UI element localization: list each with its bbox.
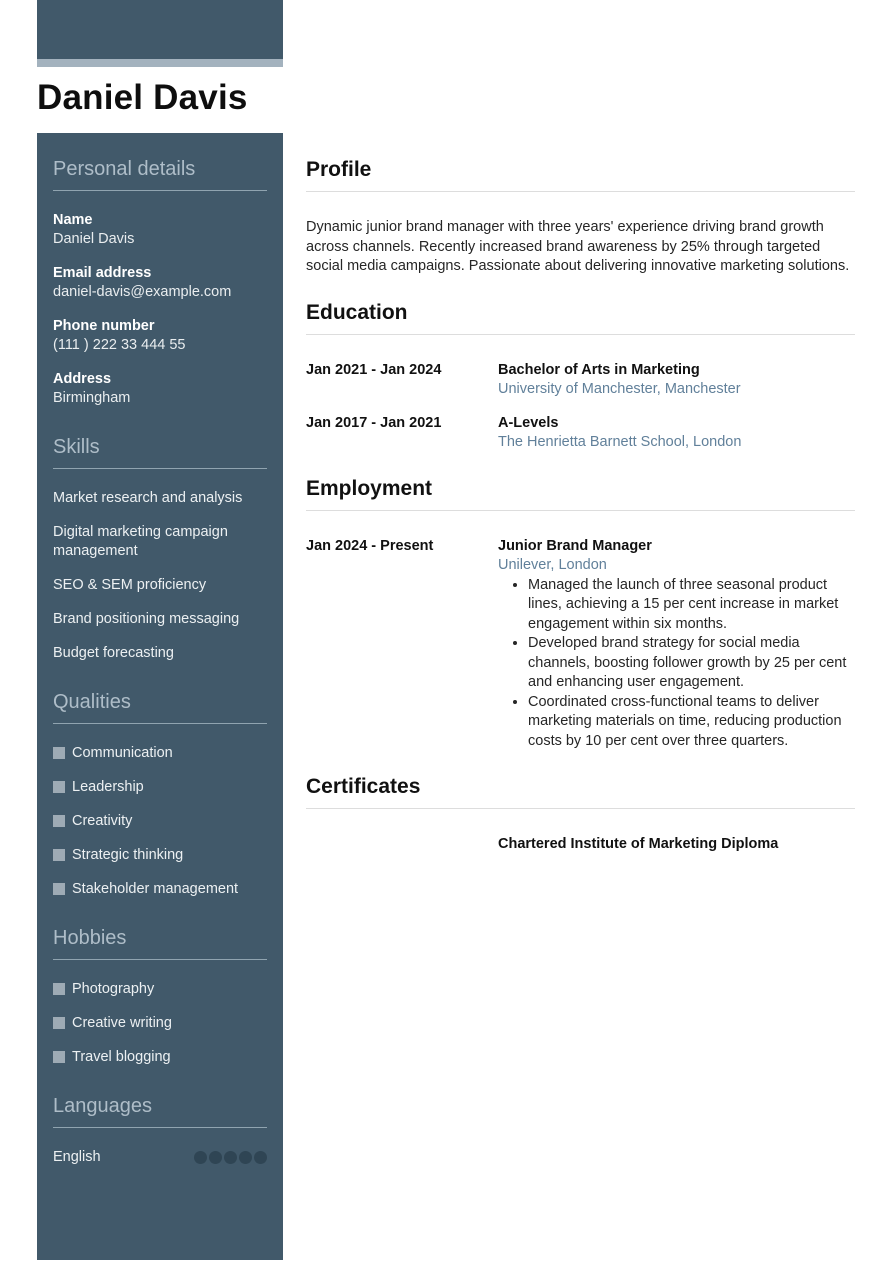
entry-dates: [306, 835, 498, 855]
personal-details-heading: Personal details: [53, 158, 267, 191]
personal-field-email: [53, 264, 267, 302]
entry-title: A-Levels: [498, 414, 559, 431]
personal-field-address: [53, 370, 267, 408]
certificate-title: Chartered Institute of Marketing Diploma: [498, 836, 779, 852]
profile-heading: Profile: [306, 158, 855, 192]
square-bullet-icon: [53, 849, 65, 861]
quality-label: Strategic thinking: [72, 847, 184, 863]
hobby-item: [53, 980, 267, 999]
personal-field-phone: [53, 317, 267, 355]
employment-bullet: • Developed brand strategy for social media channels, boosting follower growth by 25 per cent and enhancing user engagement.: [528, 634, 855, 693]
hobby-item: [53, 1014, 267, 1033]
entry-dates: Jan 2021 - Jan 2024: [306, 361, 442, 378]
sidebar-section-personal-details: [53, 158, 267, 408]
section-education: [306, 301, 855, 453]
square-bullet-icon: [53, 1051, 65, 1063]
sidebar-section-hobbies: [53, 927, 267, 1067]
entry-title: Junior Brand Manager: [498, 537, 652, 554]
quality-label: Stakeholder management: [72, 881, 239, 897]
section-certificates: [306, 775, 855, 855]
language-item: [53, 1148, 267, 1167]
square-bullet-icon: [53, 983, 65, 995]
section-profile: [306, 158, 855, 277]
square-bullet-icon: [53, 1017, 65, 1029]
language-dot-filled: [239, 1151, 252, 1164]
hobbies-heading: Hobbies: [53, 927, 267, 960]
field-label: Email address: [53, 265, 152, 281]
entry-title: Bachelor of Arts in Marketing: [498, 361, 700, 378]
skill-item: Brand positioning messaging: [53, 611, 240, 627]
main-content: [306, 158, 855, 855]
square-bullet-icon: [53, 815, 65, 827]
qualities-heading: Qualities: [53, 691, 267, 724]
language-name: English: [53, 1149, 101, 1165]
field-value: daniel-davis@example.com: [53, 284, 232, 300]
entry-institution: The Henrietta Barnett School, London: [498, 434, 742, 450]
sidebar: [37, 133, 283, 1260]
field-value: Daniel Davis: [53, 231, 135, 247]
entry-dates: Jan 2017 - Jan 2021: [306, 414, 442, 431]
sidebar-section-qualities: [53, 691, 267, 899]
language-dot-filled: [194, 1151, 207, 1164]
certificates-heading: Certificates: [306, 775, 855, 809]
skill-item: Market research and analysis: [53, 490, 243, 506]
employment-bullet-list: [498, 576, 855, 752]
square-bullet-icon: [53, 781, 65, 793]
quality-label: Leadership: [72, 779, 144, 795]
language-dot-filled: [254, 1151, 267, 1164]
square-bullet-icon: [53, 883, 65, 895]
skill-item: Budget forecasting: [53, 645, 174, 661]
education-entry: [306, 361, 855, 400]
field-label: Address: [53, 371, 112, 387]
section-employment: [306, 477, 855, 752]
skill-item: Digital marketing campaign management: [53, 524, 228, 559]
hobby-label: Travel blogging: [72, 1049, 171, 1065]
language-dot-filled: [209, 1151, 222, 1164]
entry-company: Unilever, London: [498, 557, 607, 573]
personal-field-name: [53, 211, 267, 249]
quality-item: [53, 744, 267, 763]
quality-item: [53, 778, 267, 797]
language-dot-filled: [224, 1151, 237, 1164]
education-entry: [306, 414, 855, 453]
hobby-item: [53, 1048, 267, 1067]
field-label: Phone number: [53, 318, 155, 334]
quality-label: Creativity: [72, 813, 133, 829]
profile-text: Dynamic junior brand manager with three years' experience driving brand growth across channels. Recently increased brand awareness by 25% through targeted social media campaigns. Passionate about delivering innovative marketing solutions.: [306, 219, 850, 274]
field-value: Birmingham: [53, 390, 131, 406]
skills-heading: Skills: [53, 436, 267, 469]
page-title: Daniel Davis: [37, 78, 248, 117]
sidebar-section-skills: [53, 436, 267, 663]
field-value: (111 ) 222 33 444 55: [53, 337, 186, 353]
profile-photo-placeholder: [37, 0, 283, 67]
quality-label: Communication: [72, 745, 173, 761]
language-level-indicator: [194, 1151, 267, 1164]
certificate-entry: [306, 835, 855, 855]
entry-dates: Jan 2024 - Present: [306, 537, 434, 554]
languages-heading: Languages: [53, 1095, 267, 1128]
field-label: Name: [53, 212, 93, 228]
sidebar-section-languages: [53, 1095, 267, 1167]
employment-heading: Employment: [306, 477, 855, 511]
employment-entry: [306, 537, 855, 752]
employment-bullet: • Coordinated cross-functional teams to deliver marketing materials on time, reducing production costs by 10 per cent over three quarters.: [528, 693, 855, 752]
education-heading: Education: [306, 301, 855, 335]
hobby-label: Photography: [72, 981, 155, 997]
quality-item: [53, 812, 267, 831]
quality-item: [53, 880, 267, 899]
employment-bullet: • Managed the launch of three seasonal product lines, achieving a 15 per cent increase in market engagement within six months.: [528, 576, 855, 635]
quality-item: [53, 846, 267, 865]
square-bullet-icon: [53, 747, 65, 759]
entry-institution: University of Manchester, Manchester: [498, 381, 741, 397]
hobby-label: Creative writing: [72, 1015, 172, 1031]
skill-item: SEO & SEM proficiency: [53, 577, 207, 593]
